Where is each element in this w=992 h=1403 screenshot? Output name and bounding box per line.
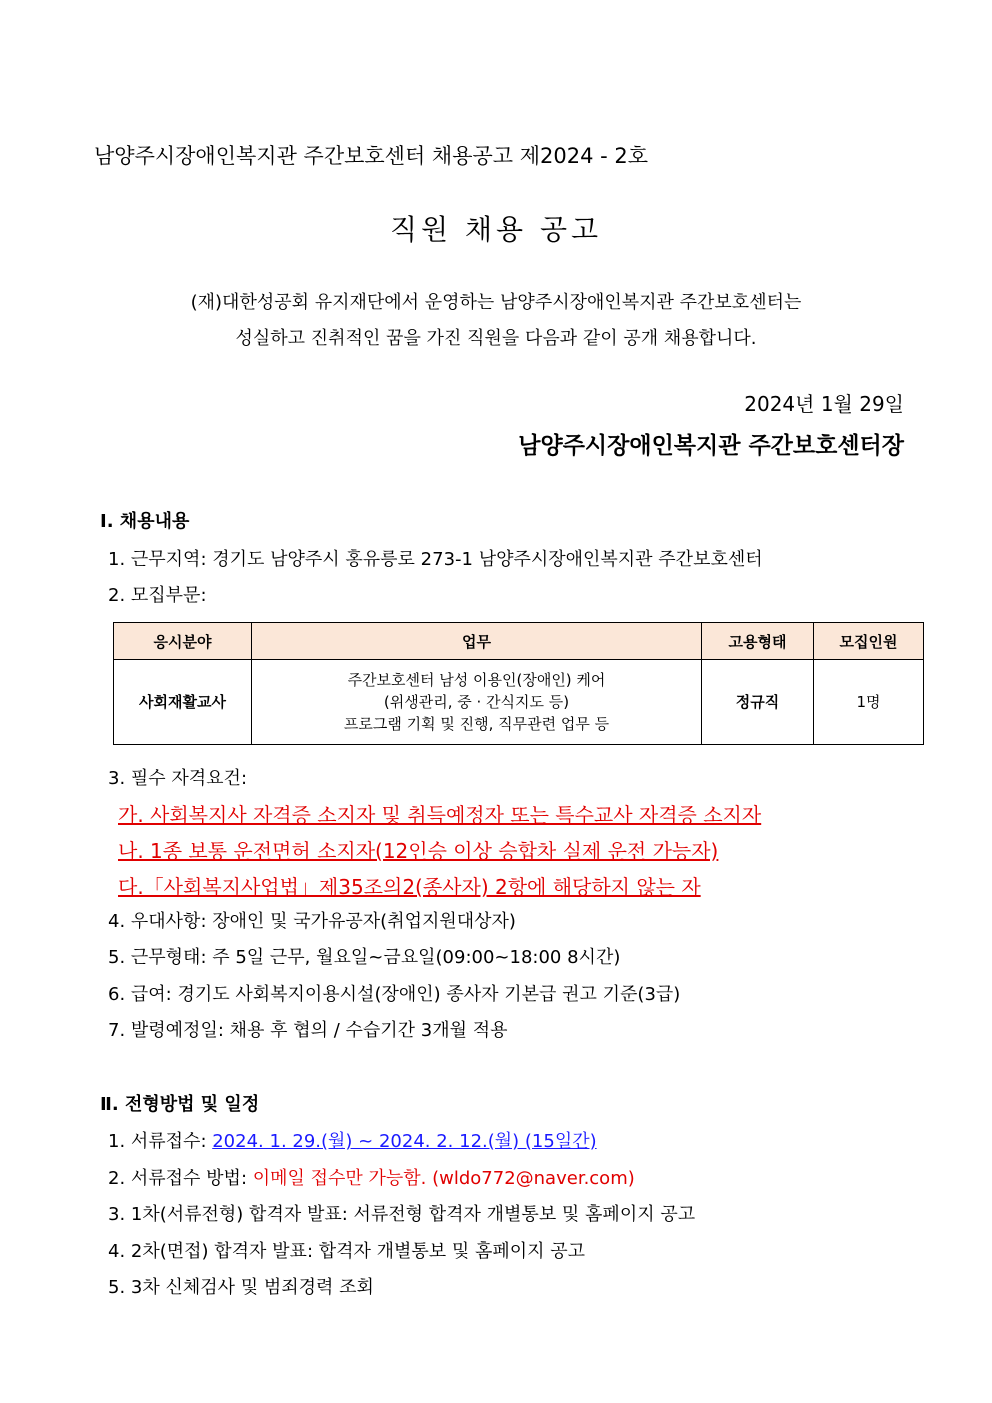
- application-method-label: 2. 서류접수 방법:: [108, 1168, 253, 1189]
- cell-field: 사회재활교사: [114, 660, 252, 745]
- work-type: 5. 근무형태: 주 5일 근무, 월요일~금요일(09:00~18:00 8시간): [108, 947, 621, 968]
- cell-count: 1명: [814, 660, 924, 745]
- notice-date: 2024년 1월 29일: [744, 392, 904, 416]
- first-round: 3. 1차(서류전형) 합격자 발표: 서류전형 합격자 개별통보 및 홈페이지 공고: [108, 1204, 696, 1225]
- page-title: 직원 채용 공고: [389, 213, 603, 246]
- section-2-heading: Ⅱ. 전형방법 및 일정: [100, 1094, 260, 1115]
- requirements-label: 3. 필수 자격요건:: [108, 768, 248, 789]
- table-header: 업무: [252, 623, 702, 660]
- table-header: 모집인원: [814, 623, 924, 660]
- application-period: [108, 1127, 597, 1153]
- requirement-1: 가. 사회복지사 자격증 소지자 및 취득예정자 또는 특수교사 자격증 소지자: [118, 803, 762, 827]
- intro-line-2: 성실하고 진취적인 꿈을 가진 직원을 다음과 같이 공개 채용합니다.: [235, 328, 757, 349]
- appointment-date: 7. 발령예정일: 채용 후 협의 / 수습기간 3개월 적용: [108, 1020, 508, 1041]
- preference: 4. 우대사항: 장애인 및 국가유공자(취업지원대상자): [108, 911, 516, 932]
- work-location: 1. 근무지역: 경기도 남양주시 홍유릉로 273-1 남양주시장애인복지관 주간보호센터: [108, 549, 763, 570]
- second-round: 4. 2차(면접) 합격자 발표: 합격자 개별통보 및 홈페이지 공고: [108, 1241, 586, 1262]
- duty-line: 주간보호센터 남성 이용인(장애인) 케어: [347, 671, 606, 689]
- table-header: 응시분야: [114, 623, 252, 660]
- section-1-heading: Ⅰ. 채용내용: [100, 511, 190, 532]
- recruit-field-label: 2. 모집부문:: [108, 585, 207, 606]
- application-method-value[interactable]: 이메일 접수만 가능함. (wldo772@naver.com): [252, 1168, 635, 1189]
- cell-duties: [252, 660, 702, 745]
- application-period-label: 1. 서류접수:: [108, 1131, 213, 1152]
- table-row: [114, 660, 924, 745]
- notice-number: 남양주시장애인복지관 주간보호센터 채용공고 제2024 - 2호: [94, 144, 649, 168]
- third-round: 5. 3차 신체검사 및 범죄경력 조회: [108, 1277, 374, 1298]
- salary: 6. 급여: 경기도 사회복지이용시설(장애인) 종사자 기본급 권고 기준(3급): [108, 984, 681, 1005]
- recruit-table: [113, 622, 924, 745]
- signer: 남양주시장애인복지관 주간보호센터장: [518, 433, 904, 459]
- duty-line: 프로그램 기획 및 진행, 직무관련 업무 등: [343, 715, 610, 733]
- duty-line: (위생관리, 중 · 간식지도 등): [383, 693, 570, 711]
- cell-employment: 정규직: [702, 660, 814, 745]
- requirement-3: 다.「사회복지사업법」제35조의2(종사자) 2항에 해당하지 않는 자: [118, 875, 701, 899]
- application-method: [108, 1164, 635, 1190]
- table-header: 고용형태: [702, 623, 814, 660]
- requirement-2: 나. 1종 보통 운전면허 소지자(12인승 이상 승합차 실제 운전 가능자): [118, 839, 719, 863]
- application-period-value: 2024. 1. 29.(월) ~ 2024. 2. 12.(월) (15일간): [212, 1131, 597, 1152]
- intro-line-1: (재)대한성공회 유지재단에서 운영하는 남양주시장애인복지관 주간보호센터는: [190, 292, 802, 313]
